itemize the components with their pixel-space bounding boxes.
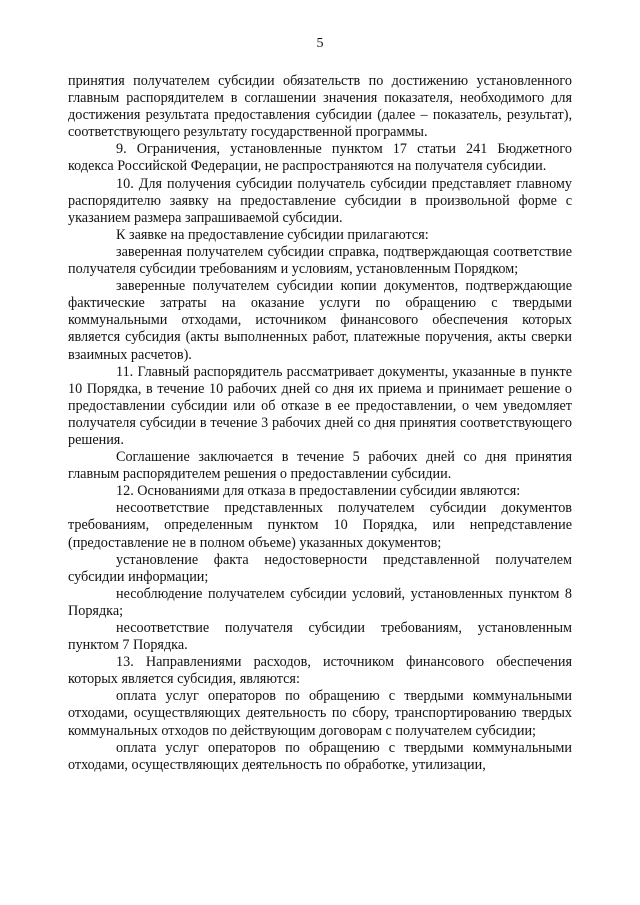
paragraph-13-expense-directions: 13. Направлениями расходов, источником финансового обеспечения которых является субсидия, являются: — [68, 654, 572, 688]
paragraph-attachments-intro: К заявке на предоставление субсидии прилагаются: — [116, 226, 429, 243]
paragraph-expense-collection-transport: оплата услуг операторов по обращению с твердыми коммунальными отходами, осуществляющих деятельность по сбору, транспортированию твердых коммунальных отходов по действующим договорам с получателем субсидии; — [68, 688, 572, 739]
paragraph-refusal-conditions: несоблюдение получателем субсидии условий, установленных пунктом 8 Порядка; — [68, 585, 572, 619]
paragraph-11-review: 11. Главный распорядитель рассматривает документы, указанные в пункте 10 Порядка, в течение 10 рабочих дней со дня их приема и принимает решение о предоставлении субсидии или об отказе в ее предоставлении, о чем уведомляет получателя субсидии в течение 3 рабочих дней со дня принятия соответствующего решения. — [68, 363, 572, 448]
paragraph-expense-processing: оплата услуг операторов по обращению с твердыми коммунальными отходами, осуществляющих деятельность по обработке, утилизации, — [68, 739, 572, 773]
paragraph-10-application: 10. Для получения субсидии получатель субсидии представляет главному распорядителю заявку на предоставление субсидии в произвольной форме с указанием размера запрашиваемой субсидии. — [68, 175, 572, 226]
paragraph-refusal-requirements: несоответствие получателя субсидии требованиям, установленным пунктом 7 Порядка. — [68, 620, 572, 654]
paragraph-9-restrictions: 9. Ограничения, установленные пунктом 17 статьи 241 Бюджетного кодекса Российской Федерации, не распространяются на получателя субсидии. — [68, 141, 572, 175]
paragraph-agreement-term: Соглашение заключается в течение 5 рабочих дней со дня принятия главным распорядителем решения о предоставлении субсидии. — [68, 449, 572, 483]
paragraph-refusal-false-info: установление факта недостоверности представленной получателем субсидии информации; — [68, 551, 572, 585]
paragraph-attachment-certificate: заверенная получателем субсидии справка, подтверждающая соответствие получателя субсидии требованиям и условиям, установленным Порядком; — [68, 243, 572, 278]
page-number: 5 — [316, 36, 324, 51]
paragraph-12-refusal-grounds: 12. Основаниями для отказа в предоставлении субсидии являются: — [116, 483, 521, 500]
document-body — [68, 73, 572, 774]
paragraph-continuation: принятия получателем субсидии обязательств по достижению установленного главным распорядителем в соглашении значения показателя, необходимого для достижения результата предоставления субсидии (далее – показатель, результат), соответствующего результату государственной программы. — [68, 73, 572, 141]
paragraph-refusal-documents: несоответствие представленных получателем субсидии документов требованиям, определенным пунктом 10 Порядка, или непредставление (предоставление не в полном объеме) указанных документов; — [68, 500, 572, 551]
paragraph-attachment-copies: заверенные получателем субсидии копии документов, подтверждающие фактические затраты на оказание услуги по обращению с твердыми коммунальными отходами, источником финансового обеспечения которых является субсидия (акты выполненных работ, платежные поручения, акты сверки взаимных расчетов). — [68, 278, 572, 363]
